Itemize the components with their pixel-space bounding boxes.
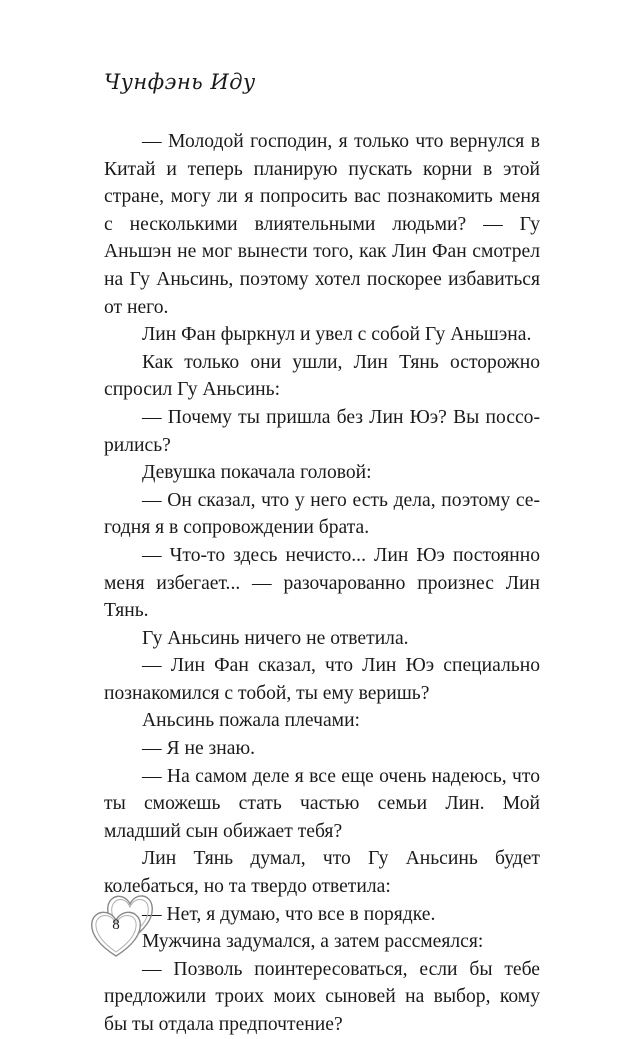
running-header: Чунфэнь Иду xyxy=(104,70,256,94)
paragraph: — Нет, я думаю, что все в порядке. xyxy=(142,903,436,925)
paragraph: Как только они ушли, Лин Тянь осторожно спросил Гу Аньсинь: xyxy=(104,351,540,401)
paragraph: — Лин Фан сказал, что Лин Юэ специально познакомился с тобой, ты ему веришь? xyxy=(104,655,540,704)
paragraph: Гу Аньсинь ничего не ответила. xyxy=(142,627,409,649)
paragraph: Мужчина задумался, а затем рассмеялся: xyxy=(142,931,484,953)
paragraph: Лин Фан фыркнул и увел с собой Гу Аньшэна. xyxy=(142,324,532,346)
page-number: 8 xyxy=(112,917,120,933)
paragraph: Лин Тянь думал, что Гу Аньсинь будет колебаться, но та твердо ответила: xyxy=(104,848,540,898)
paragraph: — Молодой господин, я только что вернулся в Китай и теперь планирую пускать корни в этой стране, могу ли я попросить вас познакомить меня с несколькими влиятельными людьми? — Гу Аньшэн не мог вынести того, как Лин Фан смотрел на Гу Аньсинь, поэтому хотел поскорее избавиться от него. xyxy=(104,131,540,318)
paragraph: — На самом деле я все еще очень надеюсь, что ты сможешь стать частью семьи Лин. Мой младший сын обижает тебя? xyxy=(104,765,540,842)
paragraph: — Он сказал, что у него есть дела, поэтому сегодня я в сопровождении брата. xyxy=(104,489,540,539)
paragraph: Аньсинь пожала плечами: xyxy=(142,710,360,732)
body-text xyxy=(104,128,540,1039)
paragraph: — Я не знаю. xyxy=(142,738,255,760)
paragraph: Девушка покачала головой: xyxy=(142,462,372,484)
paragraph: — Почему ты пришла без Лин Юэ? Вы поссорились? xyxy=(104,406,540,456)
paragraph: — Позволь поинтересоваться, если бы тебе предложили троих моих сыновей на выбор, кому бы ты отдала предпочтение? xyxy=(104,958,540,1035)
paragraph: — Что-то здесь нечисто... Лин Юэ постоянно меня избегает... — разочарованно произнес Лин Тянь. xyxy=(104,544,540,622)
